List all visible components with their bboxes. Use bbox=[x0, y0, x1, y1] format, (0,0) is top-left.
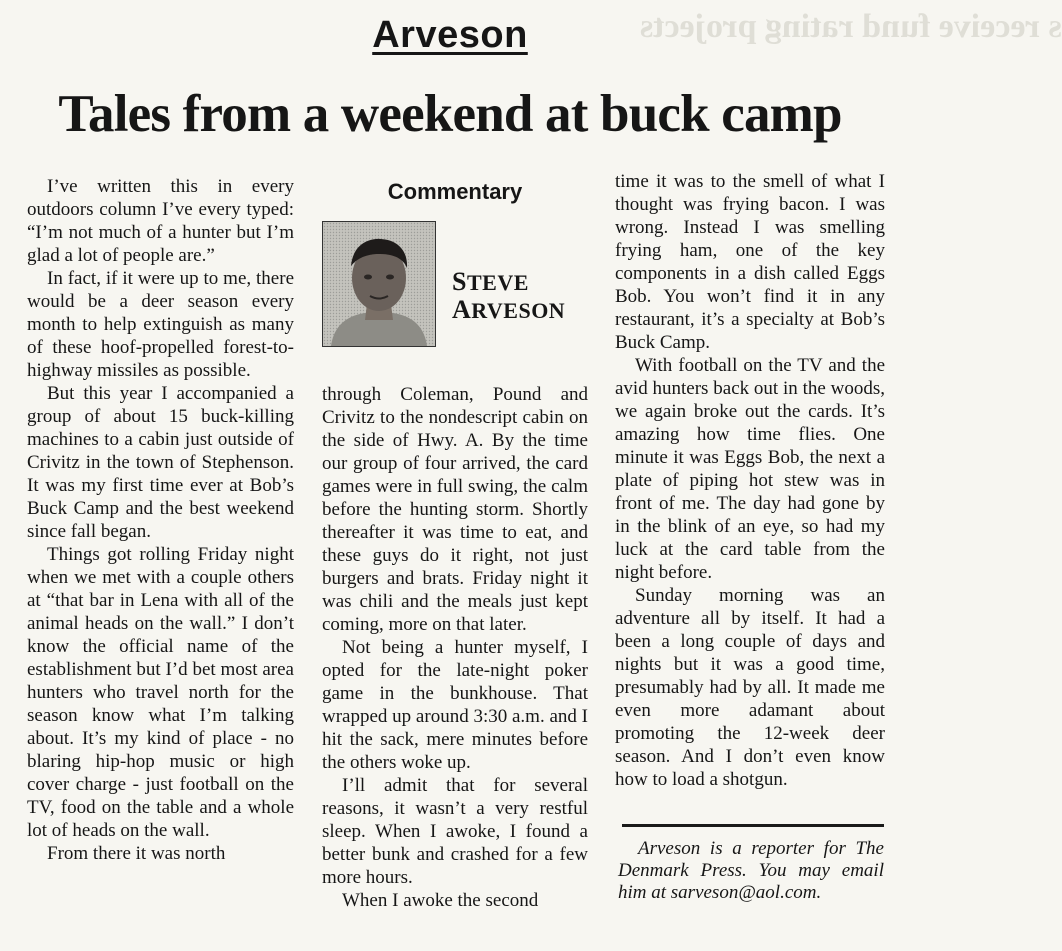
paragraph: Not being a hunter myself, I opted for the late-night poker game in the bunkhouse. That wrapped up around 3:30 a.m. and I hit the sack, mere minutes before the others woke up. bbox=[322, 637, 588, 773]
paragraph: But this year I accompanied a group of about 15 buck-killing machines to a cabin just outside of Crivitz in the town of Stephenson. It was my first time ever at Bob’s Buck Camp and the best weekend since fall began. bbox=[27, 383, 294, 542]
paragraph: When I awoke the second bbox=[342, 890, 539, 911]
paragraph: I’ve written this in every outdoors column I’ve every typed: “I’m not much of a hunter but I’m glad a lot of people are.” bbox=[27, 176, 294, 266]
column-name bbox=[0, 14, 900, 57]
divider-rule bbox=[622, 824, 884, 827]
columnist-portrait-icon bbox=[323, 222, 435, 346]
byline bbox=[452, 268, 565, 324]
paragraph: through Coleman, Pound and Crivitz to the nondescript cabin on the side of Hwy. A. By the time our group of four arrived, the card games were in full swing, the calm before the hunting storm. Shortly thereafter it was time to eat, and these guys do it right, not just burgers and brats. Friday night it was chili and the meals just kept coming, more on that later. bbox=[322, 384, 588, 635]
byline-last-name: ARVESON bbox=[452, 295, 566, 324]
headline: Tales from a weekend at buck camp bbox=[58, 85, 842, 143]
paragraph: With football on the TV and the avid hunters back out in the woods, we again broke out the cards. It’s amazing how time flies. One minute it was Eggs Bob, the next a plate of piping hot stew was in front of me. The day had gone by in the blink of an eye, so had my luck at the card table from the night before. bbox=[615, 355, 885, 583]
commentary-label: Commentary bbox=[387, 179, 523, 204]
paragraph: time it was to the smell of what I thought was frying bacon. I was wrong. Instead I was smelling frying ham, one of the key components in a dish called Eggs Bob. You won’t find it in any restaurant, it’s a specialty at Bob’s Buck Camp. bbox=[615, 171, 885, 353]
author-tagline: Arveson is a reporter for The Denmark Press. You may email him at sarveson@aol.com. bbox=[618, 838, 884, 903]
columnist-photo bbox=[322, 221, 436, 347]
byline-first-name: STEVE bbox=[452, 267, 529, 296]
paragraph: I’ll admit that for several reasons, it wasn’t a very restful sleep. When I awoke, I found a better bunk and crashed for a few more hours. bbox=[322, 775, 588, 888]
article-column-2 bbox=[322, 383, 588, 912]
article-column-1 bbox=[27, 175, 294, 865]
bleed-through-text: s receive fund rating projects bbox=[640, 8, 1062, 45]
paragraph: From there it was north bbox=[47, 843, 226, 864]
paragraph: Sunday morning was an adventure all by itself. It had a been a long couple of days and nights but it was a good time, presumably had by all. It made me even more adamant about promoting the 12-week deer season. And I don’t even know how to load a shotgun. bbox=[615, 585, 885, 790]
paragraph: In fact, if it were up to me, there would be a deer season every month to help extinguish as many of these hoof-propelled forest-to-highway missiles as possible. bbox=[27, 268, 294, 381]
paragraph: Things got rolling Friday night when we met with a couple others at “that bar in Lena with all of the animal heads on the wall.” I don’t know the official name of the establishment but I’d bet most area hunters who travel north for the season know what I’m talking about. It’s my kind of place - no blaring hip-hop music or high cover charge - just football on the TV, food on the table and a whole lot of heads on the wall. bbox=[27, 544, 294, 841]
article-column-3 bbox=[615, 170, 885, 791]
column-name-text: Arveson bbox=[372, 14, 528, 56]
